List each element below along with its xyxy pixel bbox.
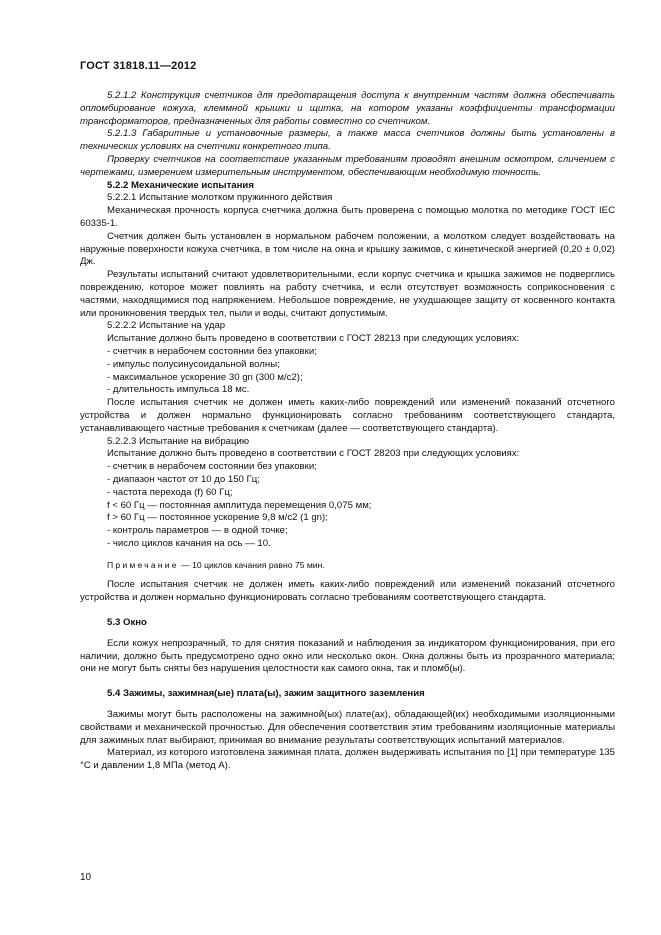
paragraph: Механическая прочность корпуса счетчика должна быть проверена с помощью молотка по методике ГОСТ IEC 60335-1. [80, 205, 615, 229]
document-body [80, 90, 615, 773]
page-number: 10 [80, 872, 92, 883]
paragraph: Материал, из которого изготовлена зажимная плата, должен выдерживать испытания по [1] при температуре 135 °С и давлении 1,8 МПа (метод А). [80, 747, 615, 772]
list-item: f > 60 Гц — постоянное ускорение 9,8 м/с2 (1 gn); [107, 512, 328, 524]
list-item: f < 60 Гц — постоянная амплитуда перемещения 0,075 мм; [107, 499, 372, 511]
section-heading: 5.3 Окно [107, 617, 147, 629]
paragraph: Результаты испытаний считают удовлетворительными, если корпус счетчика и крышка зажимов не подверглись повреждению, которое может повлиять на работу счетчика, и если отсутствует возможность соприкосновения с частями, находящимися под напряжением. Небольшое повреждение, не ухудшающее защиту от косвенного контакта или проникновения твердых тел, пыли и воды, считают допустимым. [80, 269, 615, 319]
section-heading: 5.2.2 Механические испытания [107, 179, 254, 191]
list-item: - число циклов качания на ось — 10. [107, 537, 271, 549]
paragraph: Испытание должно быть проведено в соответствии с ГОСТ 28213 при следующих условиях: [107, 333, 520, 345]
note-label: Примечание [107, 559, 179, 570]
page-header: ГОСТ 31818.11—2012 [80, 60, 197, 72]
list-item: - импульс полусинусоидальной волны; [107, 358, 280, 370]
note-text: — 10 циклов качания равно 75 мин. [178, 559, 325, 570]
note [80, 559, 615, 572]
section-heading: 5.4 Зажимы, зажимная(ые) плата(ы), зажим защитного заземления [107, 688, 425, 700]
paragraph: Если кожух непрозрачный, то для снятия показаний и наблюдения за индикатором функционирования, при его наличии, должно быть предусмотрено одно окно или несколько окон. Окна должны быть из прозрачного материала; они не могут быть сняты без нарушения целостности как самого окна, так и пломб(ы). [80, 637, 615, 675]
paragraph: Зажимы могут быть расположены на зажимной(ых) плате(ах), обладающей(их) необходимыми изоляционными свойствами и механической прочностью. Для обеспечения соответствия этим требованиям изоляционные материалы для зажимных плат выбирают, принимая во внимание результаты соответствующих испытаний материалов. [80, 709, 615, 746]
list-item: - длительность импульса 18 мс. [107, 384, 250, 396]
list-item: - счетчик в нерабочем состоянии без упаковки; [107, 345, 317, 357]
list-item: - диапазон частот от 10 до 150 Гц; [107, 473, 260, 485]
paragraph: Счетчик должен быть установлен в нормальном рабочем положении, а молотком следует воздействовать на наружные поверхности кожуха счетчика, в том числе на окна и крышку зажимов, с кинетической энергией (0,20 ± 0,02) Дж. [80, 230, 615, 268]
paragraph: Проверку счетчиков на соответствие указанным требованиям проводят внешним осмотром, сличением с чертежами, измерением измерительным инструментом, обеспечивающим необходимую точность. [80, 153, 615, 178]
list-item: - счетчик в нерабочем состоянии без упаковки; [107, 461, 317, 473]
paragraph: После испытания счетчик не должен иметь каких-либо повреждений или изменений показаний отсчетного устройства и должен нормально функционировать согласно требованиям соответствующего стандарта, устанавливающего частные требования к счетчикам (далее — соответствующего стандарта). [80, 397, 615, 434]
subsection-heading: 5.2.2.2 Испытание на удар [107, 320, 226, 332]
subsection-heading: 5.2.2.1 Испытание молотком пружинного действия [107, 192, 333, 204]
list-item: - контроль параметров — в одной точке; [107, 525, 288, 537]
paragraph: Испытание должно быть проведено в соответствии с ГОСТ 28203 при следующих условиях: [107, 448, 520, 460]
paragraph: После испытания счетчик не должен иметь каких-либо повреждений или изменений показаний отсчетного устройства и должен нормально функционировать согласно требованиям соответствующего стандарта. [80, 579, 615, 604]
list-item: - частота перехода (f) 60 Гц; [107, 486, 233, 498]
paragraph: 5.2.1.2 Конструкция счетчиков для предотвращения доступа к внутренним частям должна обеспечивать опломбирование кожуха, клеммной крышки и щитка, на котором указаны коэффициенты трансформации трансформаторов, предназначенных для работы совместно со счетчиком. [80, 90, 615, 127]
paragraph: 5.2.1.3 Габаритные и установочные размеры, а также масса счетчиков должны быть установлены в технических условиях на счетчики конкретного типа. [80, 128, 615, 153]
list-item: - максимальное ускорение 30 gn (300 м/с2); [107, 371, 303, 383]
subsection-heading: 5.2.2.3 Испытание на вибрацию [107, 435, 250, 447]
